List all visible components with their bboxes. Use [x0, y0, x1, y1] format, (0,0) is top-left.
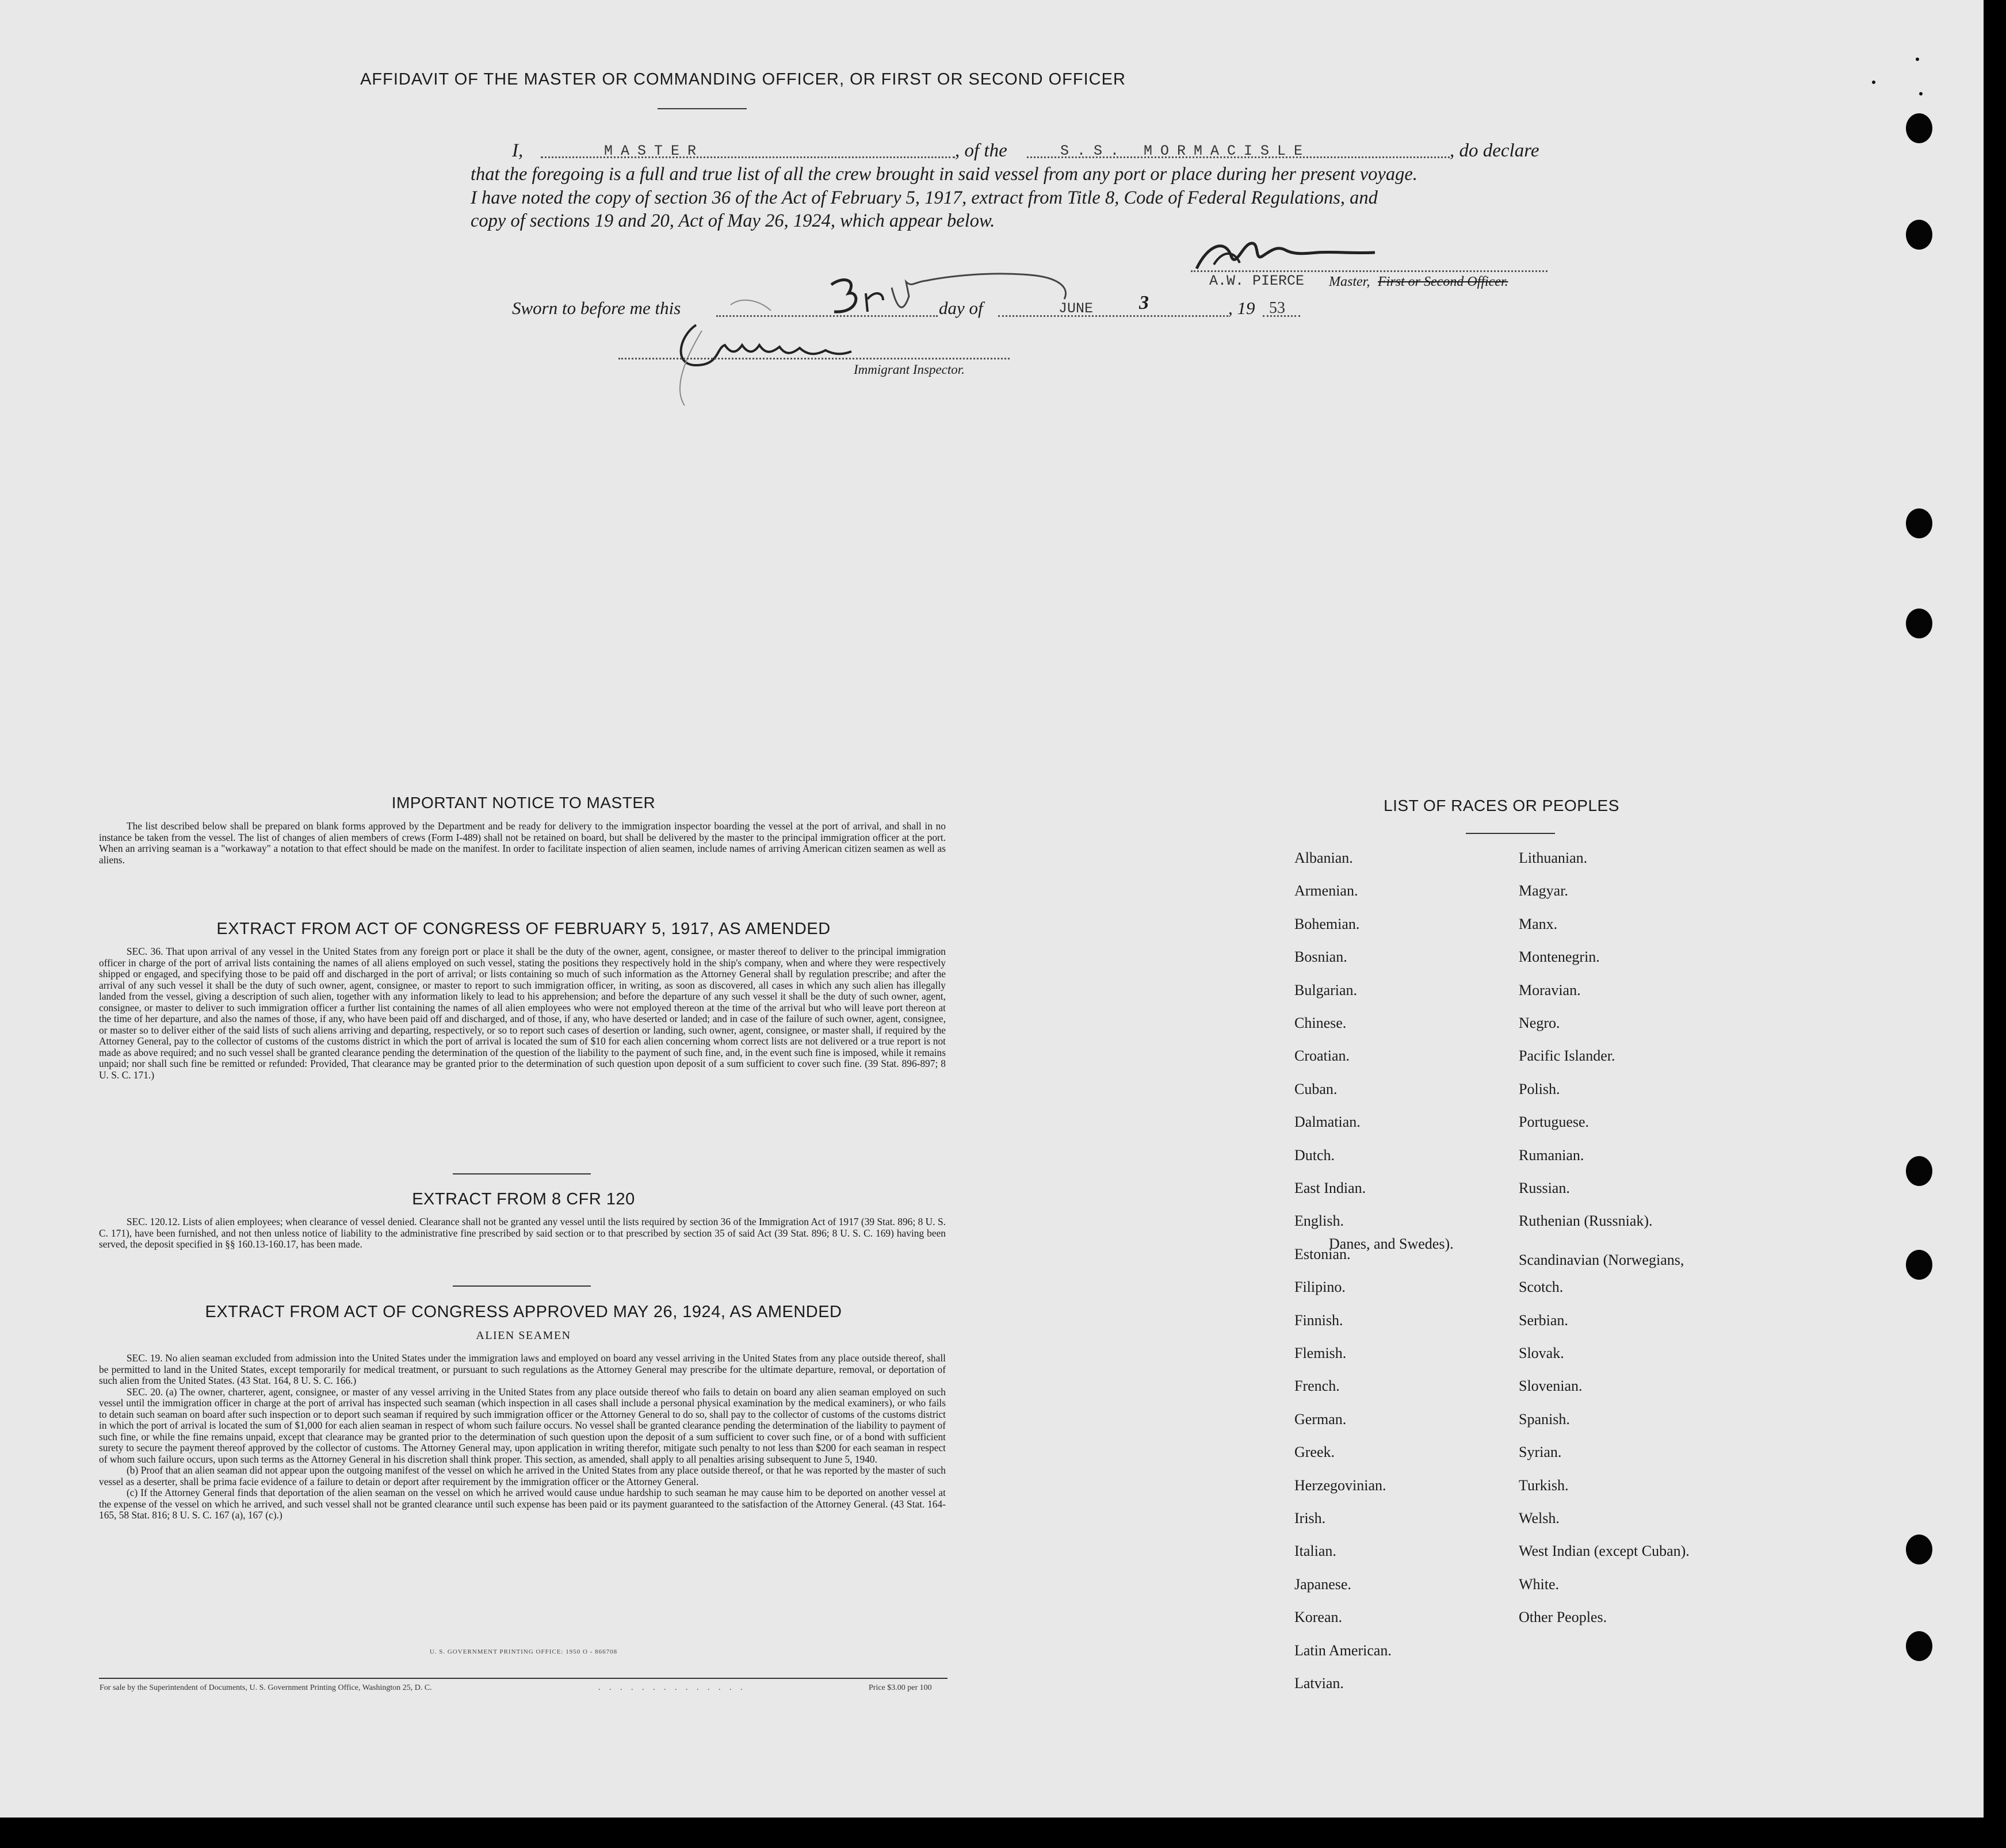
- struck-officer-label: First or Second Officer.: [1378, 274, 1508, 289]
- race-item: Welsh.: [1519, 1510, 1560, 1526]
- punch-hole: [1906, 220, 1932, 250]
- race-item: Moravian.: [1519, 981, 1581, 998]
- punch-hole: [1906, 1156, 1932, 1186]
- title-underline: [658, 108, 747, 109]
- race-item: White.: [1519, 1575, 1560, 1593]
- race-item: Danes, and Swedes).: [1329, 1235, 1454, 1253]
- printer-imprint: U. S. GOVERNMENT PRINTING OFFICE: 1950 O - 866708: [429, 1648, 618, 1655]
- sec-120-paragraph: SEC. 120.12. Lists of alien employees; when clearance of vessel denied. Clearance shall not be granted any vessel until the lists required by section 36 of the Immigration Act of 1917 (39 Stat. 896; 8 U. S. C. 171), have been furnished, and not then unless notice of liability to the administrative fine prescribed by said section or to that prescribed by section 35 of said Act (39 Stat. 896; 8 U. S. C. 169) having been served, the deposit specified in §§ 160.13-160.17, has been made.: [99, 1216, 946, 1250]
- inspector-blank: [618, 358, 1010, 359]
- extract-1917-title: EXTRACT FROM ACT OF CONGRESS OF FEBRUARY 5, 1917, AS AMENDED: [216, 920, 831, 938]
- footer-left: For sale by the Superintendent of Documents, U. S. Government Printing Office, Washington 25, D. C.: [100, 1684, 432, 1692]
- year-value: 53: [1269, 299, 1285, 317]
- race-item: Armenian.: [1294, 882, 1358, 900]
- race-item: Filipino.: [1294, 1279, 1346, 1296]
- sec-19-paragraph: SEC. 19. No alien seaman excluded from admission into the United States under the immigration laws and employed on board any vessel arriving in the United States from any place outside thereof, shall be permitted to land in the United States, except temporarily for medical treatment, or pursuant to such regulations as the Attorney General may prescribe for the ultimate departure, removal, or deportation of such alien from the United States. (43 Stat. 164, 8 U. S. C. 166.): [99, 1352, 946, 1386]
- notice-title: IMPORTANT NOTICE TO MASTER: [391, 794, 656, 812]
- race-item: Greek.: [1294, 1444, 1335, 1461]
- race-item: Dutch.: [1294, 1146, 1335, 1164]
- race-item: East Indian.: [1294, 1180, 1366, 1196]
- race-item: Italian.: [1294, 1543, 1336, 1560]
- races-title-rule: [1466, 833, 1555, 834]
- race-item: Rumanian.: [1519, 1146, 1584, 1164]
- races-title: LIST OF RACES OR PEOPLES: [1384, 797, 1619, 814]
- footer-dots: . . . . . . . . . . . . . .: [598, 1684, 746, 1692]
- race-item: Albanian.: [1294, 850, 1353, 866]
- inspector-label: Immigrant Inspector.: [854, 362, 965, 377]
- signer-name: A.W. PIERCE: [1209, 273, 1305, 289]
- section-divider: [453, 1173, 591, 1174]
- sworn-label: Sworn to before me this: [512, 298, 681, 318]
- extract-1924-title: EXTRACT FROM ACT OF CONGRESS APPROVED MAY 26, 1924, AS AMENDED: [205, 1303, 842, 1321]
- notice-paragraph: The list described below shall be prepared on blank forms approved by the Department and be ready for delivery to the immigration inspector boarding the vessel at the port of arrival, and shall in no instance be taken from the vessel. The list of changes of alien members of crews (Form I-489) shall not be retained on board, but shall be delivered by the master to the principal immigration officer at the port. When an arriving seaman is a "workaway" a notation to that effect should be made on the manifest. In order to facilitate inspection of alien seamen, include names of arriving American citizen seamen as well as aliens.: [99, 820, 946, 866]
- race-item: West Indian (except Cuban).: [1519, 1543, 1690, 1560]
- month-value: JUNE: [1059, 300, 1094, 317]
- race-item: Latvian.: [1294, 1675, 1344, 1692]
- year-prefix: , 19: [1228, 298, 1255, 318]
- race-item: Negro.: [1519, 1015, 1560, 1031]
- punch-hole: [1906, 1535, 1932, 1564]
- footer-rule: [99, 1678, 947, 1679]
- race-item: English.: [1294, 1212, 1344, 1230]
- race-item: Latin American.: [1294, 1642, 1392, 1659]
- punch-hole: [1906, 1250, 1932, 1280]
- i-label: I,: [512, 140, 524, 161]
- race-item: Turkish.: [1519, 1476, 1569, 1494]
- speck: [1919, 92, 1923, 95]
- race-item: Montenegrin.: [1519, 948, 1600, 966]
- of-the-label: , of the: [955, 140, 1007, 161]
- race-item: Spanish.: [1519, 1410, 1570, 1428]
- race-item: Scandinavian (Norwegians,: [1519, 1251, 1684, 1268]
- race-item: Cuban.: [1294, 1080, 1338, 1097]
- race-item: Pacific Islander.: [1519, 1047, 1615, 1065]
- race-item: Korean.: [1294, 1609, 1343, 1626]
- do-declare-label: , do declare: [1450, 140, 1539, 161]
- race-item: Scotch.: [1519, 1279, 1564, 1296]
- extract-1917-text: [99, 946, 946, 1081]
- race-item: Magyar.: [1519, 882, 1568, 900]
- race-item: Irish.: [1294, 1510, 1326, 1526]
- race-item: Finnish.: [1294, 1311, 1343, 1329]
- speck: [1916, 58, 1919, 61]
- affidavit-line-1: [512, 140, 523, 162]
- race-item: Russian.: [1519, 1180, 1570, 1196]
- race-item: Lithuanian.: [1519, 850, 1588, 866]
- affidavit-line-3: I have noted the copy of section 36 of the Act of February 5, 1917, extract from Title 8, Code of Federal Regulations, and: [471, 188, 1378, 208]
- race-item: Other Peoples.: [1519, 1609, 1607, 1626]
- sec-36-paragraph: SEC. 36. That upon arrival of any vessel in the United States from any foreign port or place it shall be the duty of the owner, agent, consignee, or master thereof to deliver to the principal immigration officer in charge of the port of arrival lists containing the names of all aliens employed on such vessel, stating the positions they respectively hold in the ship's company, when and where they were respectively shipped or engaged, and specifying those to be paid off and discharged in the port of arrival; or lists containing so much of such information as the Attorney General shall by regulation prescribe; and after the arrival of any such vessel it shall be the duty of such owner, agent, consignee, or master to report to such immigration officer, in writing, as soon as discovered, all cases in which any such alien has illegally landed from the vessel, giving a description of such alien, together with any information likely to lead to his apprehension; and before the departure of any such vessel it shall be the duty of such owner, agent, consignee, or master to deliver to such immigration officer a further list containing the names of all alien employees who were not employed thereon at the time of the arrival but who will leave port thereon at the time of her departure, and also the names of those, if any, who have been paid off and discharged, and of those, if any, who have deserted or landed; and in case of the failure of such owner, agent, consignee, or master so to deliver either of the said lists of such aliens arriving and departing, respectively, or so to report such cases of desertion or landing, such owner, agent, consignee, or master shall, if required by the Attorney General, pay to the collector of customs of the customs district in which the port of arrival is located the sum of $10 for each alien concerning whom correct lists are not delivered or a true report is not made as above required; and no such vessel shall be granted clearance pending the determination of the question of the liability to the payment of such fine, and, in the event such fine is imposed, while it remains unpaid; nor shall such fine be remitted or refunded: Provided, That clearance may be granted prior to the determination of such question upon deposit of a sum sufficient to cover such fine. (39 Stat. 896-897; 8 U. S. C. 171.): [99, 946, 946, 1081]
- master-name: MASTER: [604, 143, 705, 159]
- race-item: Syrian.: [1519, 1444, 1562, 1461]
- race-item: Estonian.: [1294, 1245, 1351, 1262]
- speck: [1872, 81, 1875, 84]
- signature-blank: [1191, 270, 1548, 272]
- cfr-text: [99, 1216, 946, 1250]
- affidavit-line-2: that the foregoing is a full and true list of all the crew brought in said vessel from any port or place during her present voyage.: [471, 164, 1417, 185]
- race-item: Chinese.: [1294, 1015, 1347, 1031]
- section-divider: [453, 1285, 591, 1287]
- race-item: Bosnian.: [1294, 948, 1347, 966]
- race-item: Herzegovinian.: [1294, 1476, 1386, 1494]
- race-item: Manx.: [1519, 915, 1558, 932]
- race-item: Croatian.: [1294, 1047, 1350, 1065]
- month-blank: [998, 315, 1228, 317]
- race-item: Slovenian.: [1519, 1378, 1583, 1395]
- race-item: Portuguese.: [1519, 1114, 1589, 1131]
- day-of-label: day of: [939, 298, 983, 318]
- sec-20c-paragraph: (c) If the Attorney General finds that deportation of the alien seaman on the vessel on which he arrived would cause undue hardship to such seaman he may cause him to be deported on another vessel at the expense of the vessel on which he arrived, and such vessel shall not be granted clearance until such expense has been paid or its payment guaranteed to the satisfaction of the Attorney General. (43 Stat. 164-165, 58 Stat. 816; 8 U. S. C. 167 (a), 167 (c).): [99, 1487, 946, 1521]
- punch-hole: [1906, 609, 1932, 638]
- race-item: Bohemian.: [1294, 915, 1360, 932]
- sec-20a-paragraph: SEC. 20. (a) The owner, charterer, agent, consignee, or master of any vessel arriving in the United States from any place outside thereof who fails to detain on board any alien seaman employed on such vessel until the immigration officer in charge at the port of arrival has inspected such seaman (which inspection in all cases shall include a personal physical examination by the medical examiners), or who fails to detain such seaman on board after such inspection or to deport such seaman if required by such immigration officer or the Attorney General to do so, shall pay to the collector of customs of the customs district in which the port of arrival is located the sum of $1,000 for each alien seaman in respect of whom such failure occurs. No vessel shall be granted clearance pending the determination of the liability to payment of such fine, or while the fine remains unpaid, except that clearance may be granted prior to the determination of such question upon the deposit of a sum sufficient to cover such fine, or of a bond with sufficient surety to secure the payment thereof approved by the collector of customs. The Attorney General may, upon application in writing therefor, mitigate such penalty to not less than $200 for each seaman in respect of whom such failure occurs, upon such terms as the Attorney General in his discretion shall think proper. This section, as amended, shall apply to all penalties arising subsequent to June 5, 1940.: [99, 1386, 946, 1465]
- punch-hole: [1906, 1631, 1932, 1661]
- race-item: Dalmatian.: [1294, 1114, 1361, 1131]
- notice-text: [99, 821, 946, 866]
- punch-hole: [1906, 508, 1932, 538]
- year-mark: 3: [1139, 292, 1149, 313]
- footer-right: Price $3.00 per 100: [869, 1684, 932, 1692]
- race-item: Ruthenian (Russniak).: [1519, 1212, 1653, 1230]
- race-item: Bulgarian.: [1294, 981, 1358, 998]
- race-item: French.: [1294, 1378, 1340, 1395]
- vessel-name: S.S. MORMACISLE: [1060, 143, 1311, 159]
- name-blank: [541, 156, 955, 158]
- affidavit-title: AFFIDAVIT OF THE MASTER OR COMMANDING OFFICER, OR FIRST OR SECOND OFFICER: [360, 70, 1126, 89]
- race-item: Flemish.: [1294, 1345, 1347, 1361]
- race-item: Japanese.: [1294, 1575, 1351, 1593]
- sec-20b-paragraph: (b) Proof that an alien seaman did not appear upon the outgoing manifest of the vessel on which he arrived in the United States from any place outside thereof, or that he was reported by the master of such vessel as a deserter, shall be prima facie evidence of a failure to detain or deport after requirement by the immigration officer or the Attorney General.: [99, 1464, 946, 1487]
- extract-1924-text: [99, 1353, 946, 1521]
- punch-hole: [1906, 113, 1932, 143]
- alien-seamen-subtitle: ALIEN SEAMEN: [476, 1329, 571, 1342]
- race-item: Polish.: [1519, 1080, 1560, 1097]
- race-item: Slovak.: [1519, 1345, 1564, 1361]
- cfr-title: EXTRACT FROM 8 CFR 120: [412, 1190, 635, 1208]
- race-item: Serbian.: [1519, 1311, 1568, 1329]
- master-signature: [1191, 233, 1381, 279]
- race-item: German.: [1294, 1410, 1347, 1428]
- affidavit-line-4: copy of sections 19 and 20, Act of May 26, 1924, which appear below.: [471, 211, 995, 231]
- master-label: Master,: [1329, 274, 1370, 289]
